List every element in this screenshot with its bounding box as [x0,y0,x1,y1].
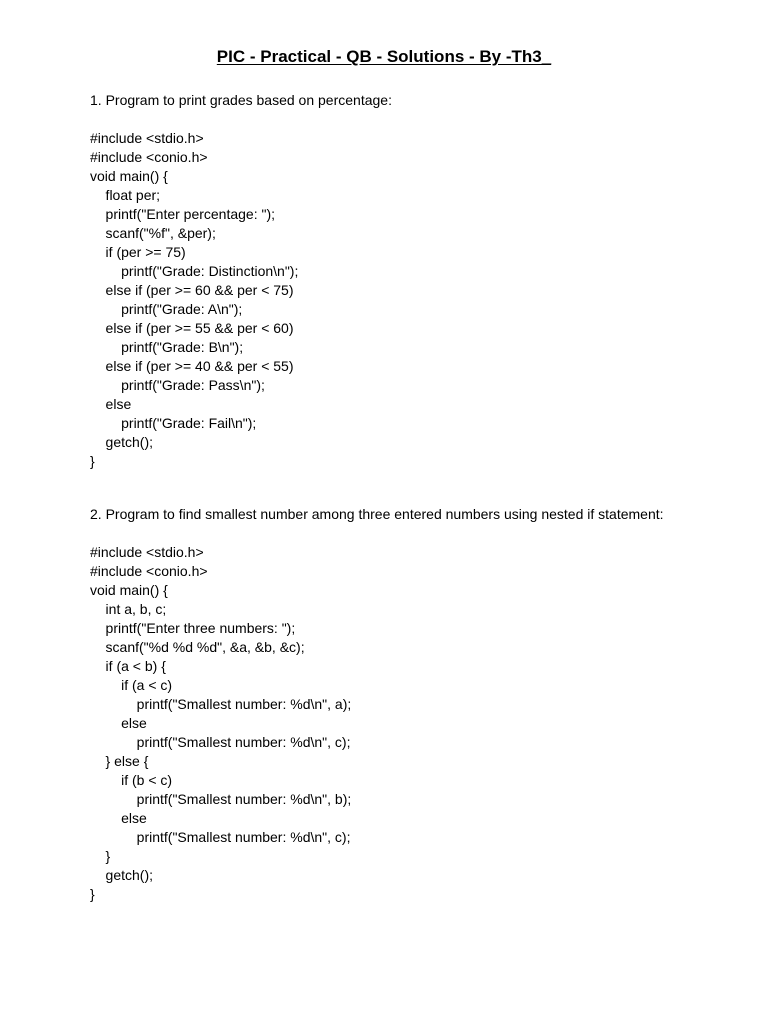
code-line: else [90,810,147,826]
section-smallest-number-program [90,505,750,904]
code-block [90,543,750,904]
code-line: } [90,886,95,902]
section-heading: 1. Program to print grades based on percentage: [90,92,392,108]
code-line: printf("Grade: Distinction\n"); [90,263,299,279]
code-line: } [90,848,111,864]
code-line: else if (per >= 55 && per < 60) [90,320,294,336]
code-line: if (b < c) [90,772,173,788]
code-line: if (a < c) [90,677,173,693]
code-line: else [90,396,132,412]
code-line: printf("Grade: A\n"); [90,301,243,317]
code-line: #include <conio.h> [90,563,208,579]
code-line: } [90,453,95,469]
code-line: printf("Smallest number: %d\n", a); [90,696,352,712]
code-line: if (a < b) { [90,658,166,674]
code-line: printf("Grade: Fail\n"); [90,415,257,431]
code-line: int a, b, c; [90,601,167,617]
code-line: printf("Grade: Pass\n"); [90,377,265,393]
code-block [90,129,750,471]
section-grades-program [90,91,750,471]
code-line: printf("Enter percentage: "); [90,206,276,222]
code-line: #include <conio.h> [90,149,208,165]
code-line: else [90,715,147,731]
spacer [90,110,750,129]
code-line: printf("Smallest number: %d\n", c); [90,734,351,750]
code-line: #include <stdio.h> [90,544,204,560]
code-line: #include <stdio.h> [90,130,204,146]
code-line: scanf("%f", &per); [90,225,216,241]
code-line: else if (per >= 60 && per < 75) [90,282,294,298]
code-line: printf("Smallest number: %d\n", b); [90,791,352,807]
code-line: } else { [90,753,149,769]
code-line: printf("Grade: B\n"); [90,339,244,355]
spacer [90,524,750,543]
code-line: void main() { [90,168,168,184]
code-line: void main() { [90,582,168,598]
code-line: getch(); [90,434,154,450]
code-line: printf("Enter three numbers: "); [90,620,296,636]
code-line: if (per >= 75) [90,244,186,260]
code-line: float per; [90,187,161,203]
code-line: else if (per >= 40 && per < 55) [90,358,294,374]
code-line: printf("Smallest number: %d\n", c); [90,829,351,845]
code-line: getch(); [90,867,154,883]
section-heading: 2. Program to find smallest number among three entered numbers using nested if statement: [90,506,664,522]
code-line: scanf("%d %d %d", &a, &b, &c); [90,639,305,655]
document-title: PIC - Practical - QB - Solutions - By -Th3_ [216,47,552,66]
